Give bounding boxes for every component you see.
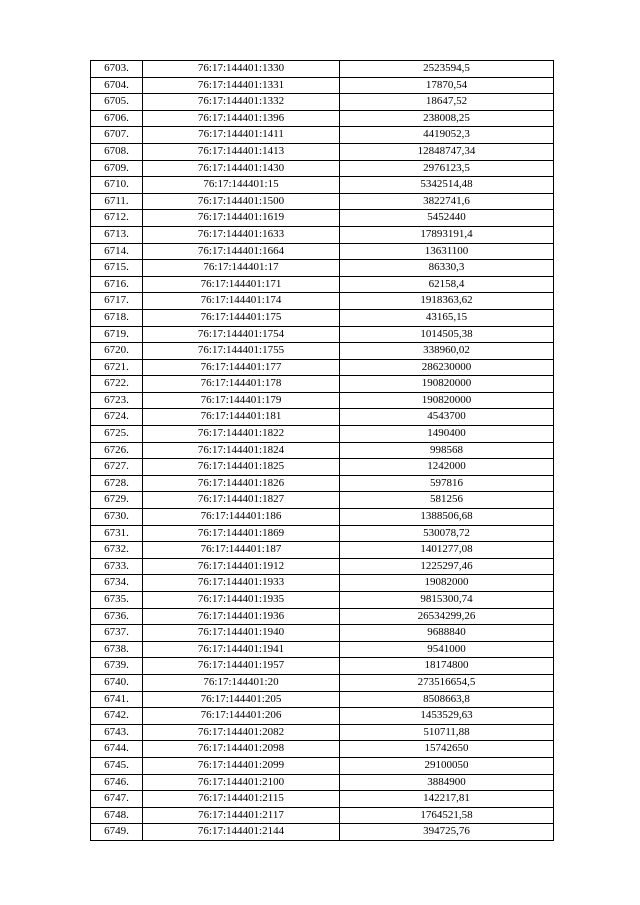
row-number-cell: 6737. [91,625,143,642]
cadastral-number-cell: 76:17:144401:1941 [143,641,340,658]
row-number-cell: 6733. [91,558,143,575]
cadastral-value-cell: 998568 [340,442,554,459]
cadastral-value-cell: 5342514,48 [340,177,554,194]
cadastral-value-cell: 1918363,62 [340,293,554,310]
cadastral-number-cell: 76:17:144401:17 [143,260,340,277]
row-number-cell: 6727. [91,459,143,476]
table-row [91,542,554,559]
table-row [91,392,554,409]
cadastral-number-cell: 76:17:144401:171 [143,276,340,293]
table-row [91,741,554,758]
cadastral-value-cell: 15742650 [340,741,554,758]
cadastral-value-cell: 1388506,68 [340,509,554,526]
cadastral-number-cell: 76:17:144401:2082 [143,724,340,741]
row-number-cell: 6749. [91,824,143,841]
cadastral-value-cell: 17870,54 [340,77,554,94]
cadastral-value-cell: 9688840 [340,625,554,642]
cadastral-number-cell: 76:17:144401:187 [143,542,340,559]
row-number-cell: 6708. [91,143,143,160]
cadastral-value-cell: 2523594,5 [340,61,554,78]
cadastral-number-cell: 76:17:144401:179 [143,392,340,409]
cadastral-number-cell: 76:17:144401:1411 [143,127,340,144]
cadastral-value-cell: 9541000 [340,641,554,658]
cadastral-number-cell: 76:17:144401:2144 [143,824,340,841]
cadastral-number-cell: 76:17:144401:1957 [143,658,340,675]
table-row [91,475,554,492]
cadastral-value-cell: 18174800 [340,658,554,675]
table-body [91,61,554,841]
cadastral-value-cell: 19082000 [340,575,554,592]
cadastral-value-cell: 8508663,8 [340,691,554,708]
row-number-cell: 6723. [91,392,143,409]
table-row [91,243,554,260]
cadastral-number-cell: 76:17:144401:177 [143,359,340,376]
table-row [91,210,554,227]
cadastral-number-cell: 76:17:144401:1940 [143,625,340,642]
cadastral-number-cell: 76:17:144401:2115 [143,791,340,808]
cadastral-number-cell: 76:17:144401:1332 [143,94,340,111]
cadastral-number-cell: 76:17:144401:2099 [143,757,340,774]
table-row [91,658,554,675]
table-row [91,459,554,476]
row-number-cell: 6722. [91,376,143,393]
cadastral-number-cell: 76:17:144401:1500 [143,193,340,210]
cadastral-value-cell: 26534299,26 [340,608,554,625]
row-number-cell: 6714. [91,243,143,260]
cadastral-number-cell: 76:17:144401:1822 [143,426,340,443]
cadastral-number-cell: 76:17:144401:1869 [143,525,340,542]
table-row [91,94,554,111]
row-number-cell: 6748. [91,807,143,824]
table-row [91,293,554,310]
row-number-cell: 6711. [91,193,143,210]
row-number-cell: 6726. [91,442,143,459]
row-number-cell: 6746. [91,774,143,791]
row-number-cell: 6743. [91,724,143,741]
cadastral-value-cell: 1764521,58 [340,807,554,824]
cadastral-value-cell: 394725,76 [340,824,554,841]
cadastral-value-cell: 4543700 [340,409,554,426]
cadastral-number-cell: 76:17:144401:186 [143,509,340,526]
row-number-cell: 6738. [91,641,143,658]
row-number-cell: 6707. [91,127,143,144]
row-number-cell: 6729. [91,492,143,509]
row-number-cell: 6710. [91,177,143,194]
table-row [91,492,554,509]
cadastral-value-cell: 4419052,3 [340,127,554,144]
row-number-cell: 6712. [91,210,143,227]
row-number-cell: 6732. [91,542,143,559]
cadastral-number-cell: 76:17:144401:178 [143,376,340,393]
cadastral-table-container [90,60,553,841]
table-row [91,757,554,774]
cadastral-value-cell: 29100050 [340,757,554,774]
cadastral-value-cell: 142217,81 [340,791,554,808]
cadastral-number-cell: 76:17:144401:181 [143,409,340,426]
cadastral-number-cell: 76:17:144401:1413 [143,143,340,160]
cadastral-value-cell: 13631100 [340,243,554,260]
row-number-cell: 6739. [91,658,143,675]
row-number-cell: 6736. [91,608,143,625]
table-row [91,77,554,94]
table-row [91,691,554,708]
cadastral-value-cell: 2976123,5 [340,160,554,177]
cadastral-number-cell: 76:17:144401:1824 [143,442,340,459]
row-number-cell: 6715. [91,260,143,277]
cadastral-value-cell: 1242000 [340,459,554,476]
table-row [91,791,554,808]
cadastral-number-cell: 76:17:144401:206 [143,708,340,725]
cadastral-value-cell: 1453529,63 [340,708,554,725]
row-number-cell: 6741. [91,691,143,708]
row-number-cell: 6735. [91,592,143,609]
cadastral-value-cell: 43165,15 [340,309,554,326]
row-number-cell: 6740. [91,674,143,691]
cadastral-number-cell: 76:17:144401:15 [143,177,340,194]
cadastral-number-cell: 76:17:144401:1825 [143,459,340,476]
table-row [91,442,554,459]
row-number-cell: 6709. [91,160,143,177]
cadastral-number-cell: 76:17:144401:1633 [143,226,340,243]
table-row [91,724,554,741]
table-row [91,177,554,194]
table-row [91,625,554,642]
cadastral-value-cell: 86330,3 [340,260,554,277]
cadastral-number-cell: 76:17:144401:2100 [143,774,340,791]
cadastral-number-cell: 76:17:144401:1935 [143,592,340,609]
cadastral-value-cell: 18647,52 [340,94,554,111]
cadastral-value-cell: 510711,88 [340,724,554,741]
row-number-cell: 6745. [91,757,143,774]
cadastral-value-cell: 338960,02 [340,343,554,360]
cadastral-value-cell: 190820000 [340,376,554,393]
row-number-cell: 6730. [91,509,143,526]
table-row [91,509,554,526]
row-number-cell: 6719. [91,326,143,343]
cadastral-value-cell: 1225297,46 [340,558,554,575]
cadastral-number-cell: 76:17:144401:1330 [143,61,340,78]
cadastral-number-cell: 76:17:144401:1755 [143,343,340,360]
table-row [91,807,554,824]
table-row [91,774,554,791]
cadastral-value-cell: 1401277,08 [340,542,554,559]
cadastral-number-cell: 76:17:144401:1754 [143,326,340,343]
row-number-cell: 6744. [91,741,143,758]
row-number-cell: 6716. [91,276,143,293]
table-row [91,127,554,144]
row-number-cell: 6724. [91,409,143,426]
table-row [91,276,554,293]
row-number-cell: 6725. [91,426,143,443]
row-number-cell: 6704. [91,77,143,94]
cadastral-number-cell: 76:17:144401:2117 [143,807,340,824]
table-row [91,226,554,243]
row-number-cell: 6720. [91,343,143,360]
cadastral-value-cell: 286230000 [340,359,554,376]
cadastral-value-cell: 530078,72 [340,525,554,542]
table-row [91,61,554,78]
row-number-cell: 6717. [91,293,143,310]
cadastral-value-cell: 190820000 [340,392,554,409]
cadastral-number-cell: 76:17:144401:1396 [143,110,340,127]
row-number-cell: 6703. [91,61,143,78]
cadastral-number-cell: 76:17:144401:174 [143,293,340,310]
cadastral-number-cell: 76:17:144401:1912 [143,558,340,575]
cadastral-value-cell: 9815300,74 [340,592,554,609]
table-row [91,343,554,360]
cadastral-number-cell: 76:17:144401:1826 [143,475,340,492]
table-row [91,525,554,542]
table-row [91,309,554,326]
cadastral-number-cell: 76:17:144401:1664 [143,243,340,260]
row-number-cell: 6706. [91,110,143,127]
cadastral-number-cell: 76:17:144401:175 [143,309,340,326]
cadastral-number-cell: 76:17:144401:1936 [143,608,340,625]
row-number-cell: 6728. [91,475,143,492]
table-row [91,674,554,691]
cadastral-value-cell: 597816 [340,475,554,492]
cadastral-number-cell: 76:17:144401:1827 [143,492,340,509]
cadastral-value-cell: 5452440 [340,210,554,227]
table-row [91,824,554,841]
cadastral-number-cell: 76:17:144401:1430 [143,160,340,177]
row-number-cell: 6721. [91,359,143,376]
table-row [91,359,554,376]
table-row [91,409,554,426]
table-row [91,143,554,160]
table-row [91,641,554,658]
cadastral-value-cell: 62158,4 [340,276,554,293]
cadastral-value-cell: 581256 [340,492,554,509]
row-number-cell: 6734. [91,575,143,592]
row-number-cell: 6705. [91,94,143,111]
cadastral-number-cell: 76:17:144401:1933 [143,575,340,592]
row-number-cell: 6713. [91,226,143,243]
row-number-cell: 6742. [91,708,143,725]
cadastral-value-cell: 12848747,34 [340,143,554,160]
cadastral-number-cell: 76:17:144401:1619 [143,210,340,227]
cadastral-number-cell: 76:17:144401:205 [143,691,340,708]
cadastral-value-cell: 1490400 [340,426,554,443]
cadastral-value-cell: 1014505,38 [340,326,554,343]
cadastral-number-cell: 76:17:144401:20 [143,674,340,691]
cadastral-value-cell: 238008,25 [340,110,554,127]
cadastral-value-cell: 17893191,4 [340,226,554,243]
row-number-cell: 6747. [91,791,143,808]
cadastral-number-cell: 76:17:144401:1331 [143,77,340,94]
table-row [91,193,554,210]
table-row [91,708,554,725]
row-number-cell: 6718. [91,309,143,326]
table-row [91,575,554,592]
cadastral-value-cell: 3822741,6 [340,193,554,210]
cadastral-number-cell: 76:17:144401:2098 [143,741,340,758]
table-row [91,326,554,343]
table-row [91,110,554,127]
table-row [91,160,554,177]
table-row [91,260,554,277]
cadastral-value-table [90,60,554,841]
table-row [91,426,554,443]
row-number-cell: 6731. [91,525,143,542]
table-row [91,608,554,625]
cadastral-value-cell: 3884900 [340,774,554,791]
table-row [91,592,554,609]
table-row [91,558,554,575]
table-row [91,376,554,393]
cadastral-value-cell: 273516654,5 [340,674,554,691]
